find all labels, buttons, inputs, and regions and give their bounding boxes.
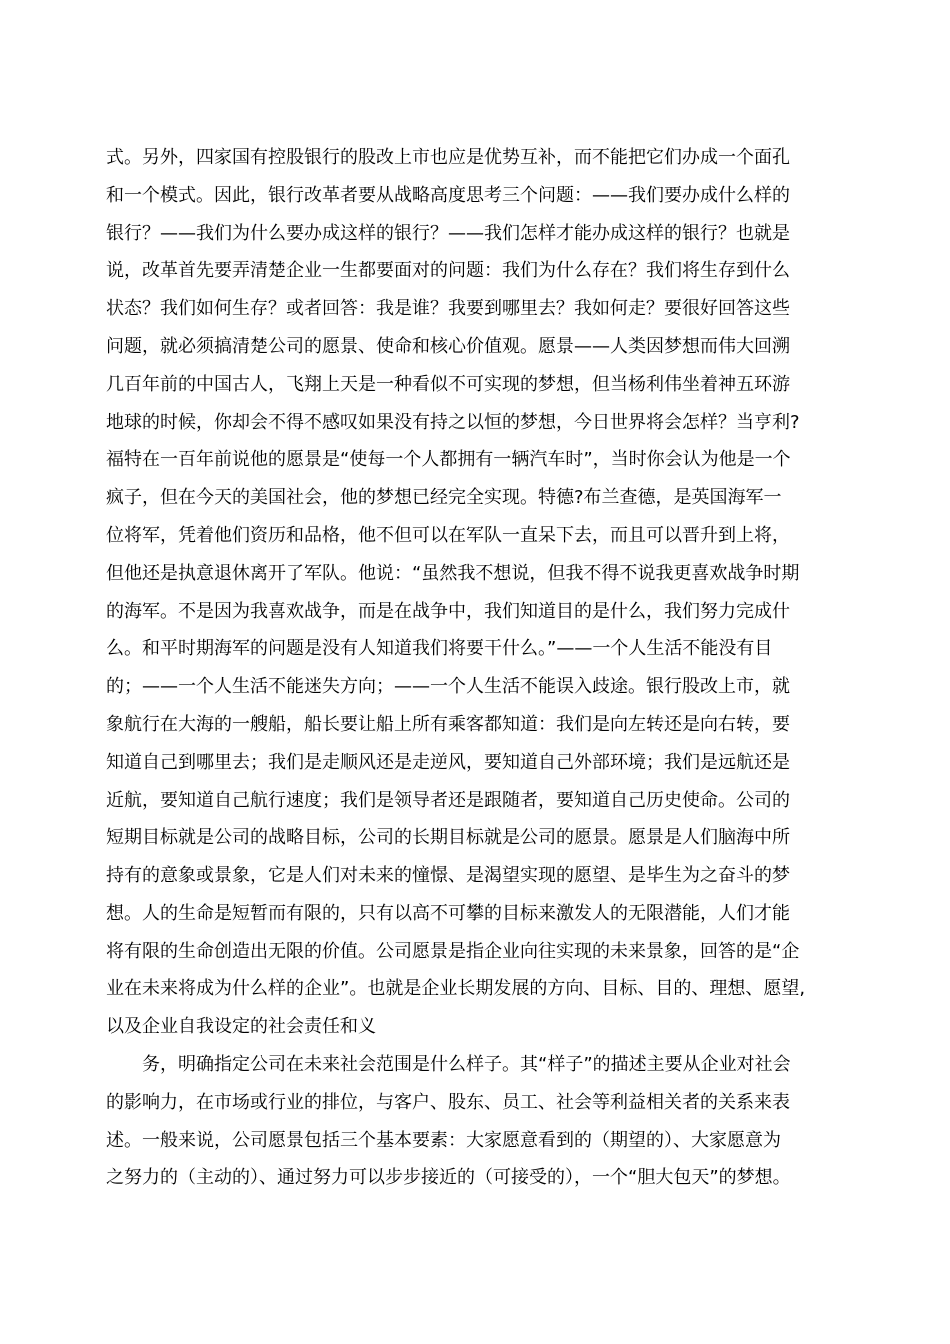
text-line: 象航行在大海的一艘船，船长要让船上所有乘客都知道：我们是向左转还是向右转，要 [106, 714, 790, 735]
text-line: 的影响力，在市场或行业的排位，与客户、股东、员工、社会等利益相关者的关系来表 [106, 1092, 790, 1113]
text-line: 问题，就必须搞清楚公司的愿景、使命和核心价值观。愿景——人类因梦想而伟大回溯 [106, 336, 790, 357]
text-line: 地球的时候，你却会不得不感叹如果没有持之以恒的梦想，今日世界将会怎样？当亨利? [106, 412, 800, 433]
text-line: 业在未来将成为什么样的企业”。也就是企业长期发展的方向、目标、目的、理想、愿望, [106, 978, 806, 999]
text-line: 福特在一百年前说他的愿景是“使每一个人都拥有一辆汽车时”，当时你会认为他是一个 [106, 449, 791, 470]
text-line: 式。另外，四家国有控股银行的股改上市也应是优势互补，而不能把它们办成一个面孔 [106, 147, 790, 168]
text-line: 银行？——我们为什么要办成这样的银行？——我们怎样才能办成这样的银行？也就是 [106, 223, 790, 244]
text-line: 短期目标就是公司的战略目标，公司的长期目标就是公司的愿景。愿景是人们脑海中所 [106, 827, 790, 848]
text-line: 状态？我们如何生存？或者回答：我是谁？我要到哪里去？我如何走？要很好回答这些 [106, 298, 790, 319]
text-line: 务，明确指定公司在未来社会范围是什么样子。其“样子”的描述主要从企业对社会 [142, 1054, 791, 1075]
text-line: 将有限的生命创造出无限的价值。公司愿景是指企业向往实现的未来景象，回答的是“企 [106, 941, 800, 962]
text-line: 疯子，但在今天的美国社会，他的梦想已经完全实现。特德?布兰查德，是英国海军一 [106, 487, 782, 508]
text-line: 和一个模式。因此，银行改革者要从战略高度思考三个问题：——我们要办成什么样的 [106, 185, 790, 206]
text-line: 持有的意象或景象，它是人们对未来的憧憬、是渴望实现的愿望、是毕生为之奋斗的梦 [106, 865, 790, 886]
text-line: 么。和平时期海军的问题是没有人知道我们将要干什么。”——一个人生活不能没有目 [106, 638, 773, 659]
text-line: 位将军，凭着他们资历和品格，他不但可以在军队一直呆下去，而且可以晋升到上将， [106, 525, 790, 546]
text-line: 述。一般来说，公司愿景包括三个基本要素：大家愿意看到的（期望的）、大家愿意为 [106, 1130, 781, 1151]
text-line: 几百年前的中国古人，飞翔上天是一种看似不可实现的梦想，但当杨利伟坐着神五环游 [106, 374, 790, 395]
text-line: 近航，要知道自己航行速度；我们是领导者还是跟随者，要知道自己历史使命。公司的 [106, 790, 790, 811]
text-line: 知道自己到哪里去；我们是走顺风还是走逆风，要知道自己外部环境；我们是远航还是 [106, 752, 790, 773]
text-line: 之努力的（主动的）、通过努力可以步步接近的（可接受的），一个“胆大包天”的梦想。 [106, 1167, 791, 1188]
text-line: 但他还是执意退休离开了军队。他说：“虽然我不想说，但我不得不说我更喜欢战争时期 [106, 563, 800, 584]
text-line: 说，改革首先要弄清楚企业一生都要面对的问题：我们为什么存在？我们将生存到什么 [106, 260, 790, 281]
text-line: 以及企业自我设定的社会责任和义 [106, 1016, 376, 1037]
text-line: 的海军。不是因为我喜欢战争，而是在战争中，我们知道目的是什么，我们努力完成什 [106, 601, 790, 622]
text-line: 想。人的生命是短暂而有限的，只有以高不可攀的目标来激发人的无限潜能，人们才能 [106, 903, 790, 924]
text-line: 的；——一个人生活不能迷失方向；——一个人生活不能误入歧途。银行股改上市，就 [106, 676, 790, 697]
